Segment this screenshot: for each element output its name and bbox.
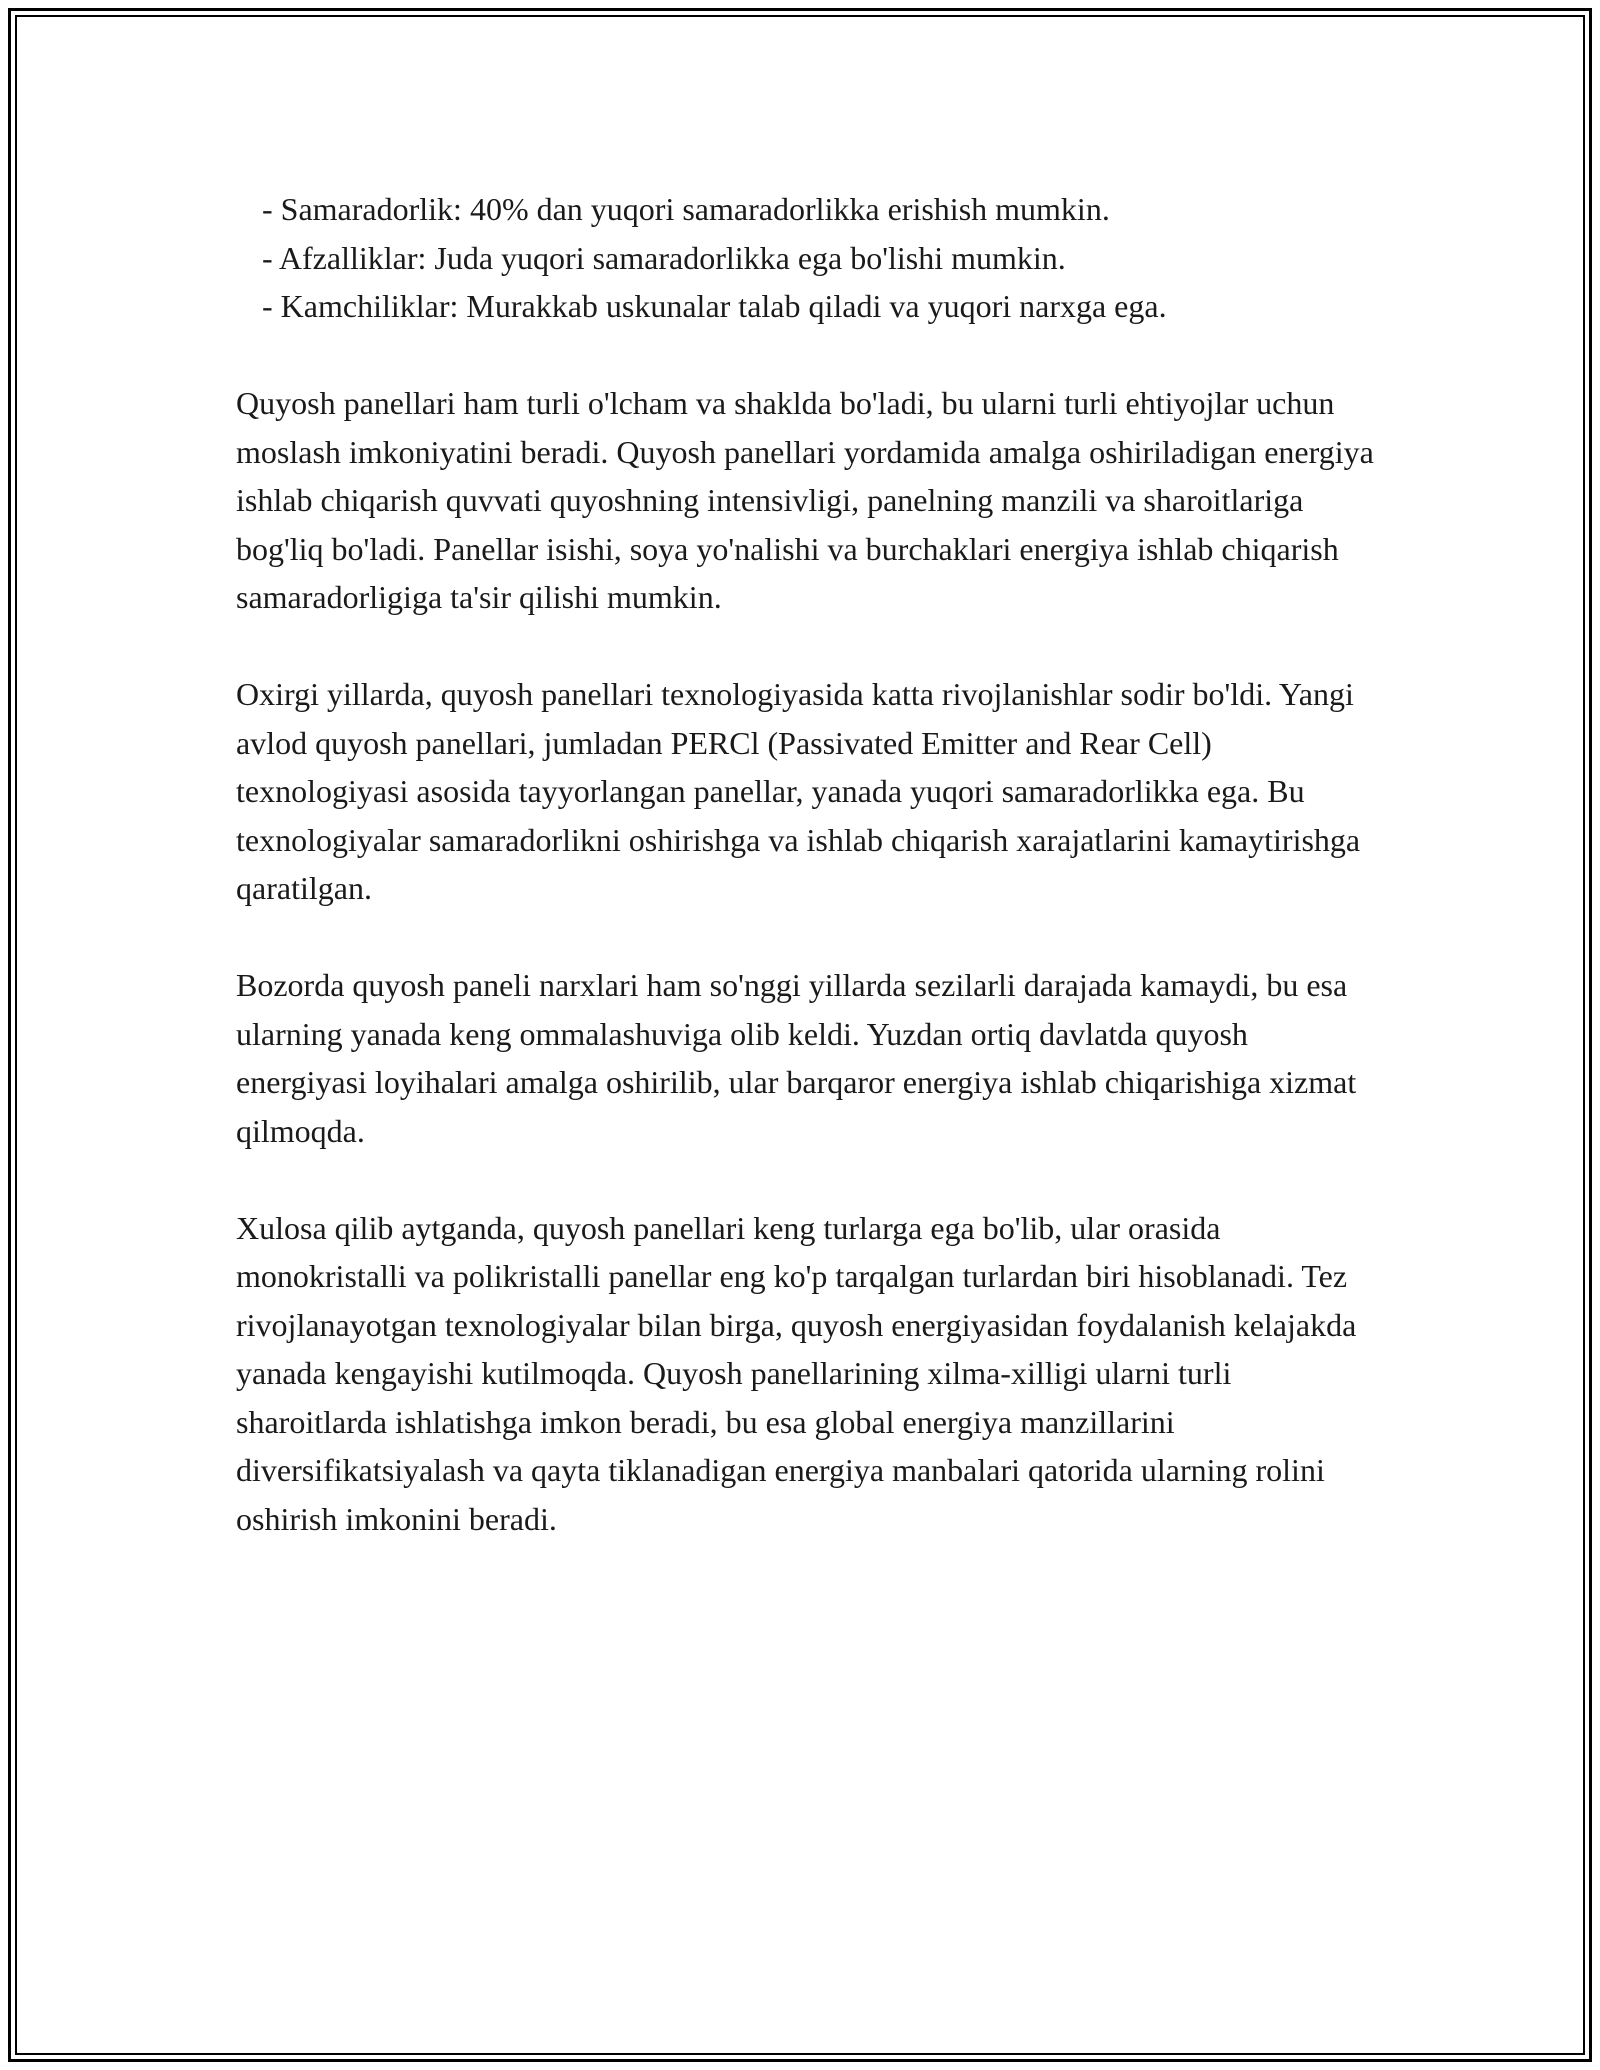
bullet-advantages: - Afzalliklar: Juda yuqori samaradorlikka ega bo'lishi mumkin.: [262, 239, 1066, 276]
bullet-list: [236, 185, 1376, 331]
bullet-disadvantages: - Kamchiliklar: Murakkab uskunalar talab qiladi va yuqori narxga ega.: [262, 288, 1167, 324]
paragraph-conclusion: Xulosa qilib aytganda, quyosh panellari keng turlarga ega bo'lib, ular orasida monokristalli va polikristalli panellar eng ko'p tarqalgan turlardan biri hisoblanadi. Tez rivojlanayotgan texnologiyalar bilan birga, quyosh energiyasidan foydalanish kelajakda yanada kengayishi kutilmoqda. Quyosh panellarining xilma-xilligi ularni turli sharoitlarda ishlatishga imkon beradi, bu esa global energiya manzillarini diversifikatsiyalash va qayta tiklanadigan energiya manbalari qatorida ularning rolini oshirish imkonini beradi.: [236, 1209, 1357, 1537]
paragraph-market-prices: Bozorda quyosh paneli narxlari ham so'nggi yillarda sezilarli darajada kamaydi, bu esa ularning yanada keng ommalashuviga olib keldi. Yuzdan ortiq davlatda quyosh energiyasi loyihalari amalga oshirilib, ular barqaror energiya ishlab chiqarishiga xizmat qilmoqda.: [236, 967, 1357, 1149]
paragraph-technology-advances: Oxirgi yillarda, quyosh panellari texnologiyasida katta rivojlanishlar sodir bo'ldi. Yangi avlod quyosh panellari, jumladan PERCl (Passivated Emitter and Rear Cell) texnologiyasi asosida tayyorlangan panellar, yanada yuqori samaradorlikka ega. Bu texnologiyalar samaradorlikni oshirishga va ishlab chiqarish xarajatlarini kamaytirishga qaratilgan.: [236, 676, 1361, 906]
paragraph-panel-sizes: Quyosh panellari ham turli o'lcham va shaklda bo'ladi, bu ularni turli ehtiyojlar uchun moslash imkoniyatini beradi. Quyosh panellari yordamida amalga oshiriladigan energiya ishlab chiqarish quvvati quyoshning intensivligi, panelning manzili va sharoitlariga bog'liq bo'ladi. Panellar isishi, soya yo'nalishi va burchaklari energiya ishlab chiqarish samaradorligiga ta'sir qilishi mumkin.: [236, 385, 1374, 615]
document-body: [236, 185, 1376, 1543]
bullet-efficiency: - Samaradorlik: 40% dan yuqori samaradorlikka erishish mumkin.: [262, 191, 1110, 227]
